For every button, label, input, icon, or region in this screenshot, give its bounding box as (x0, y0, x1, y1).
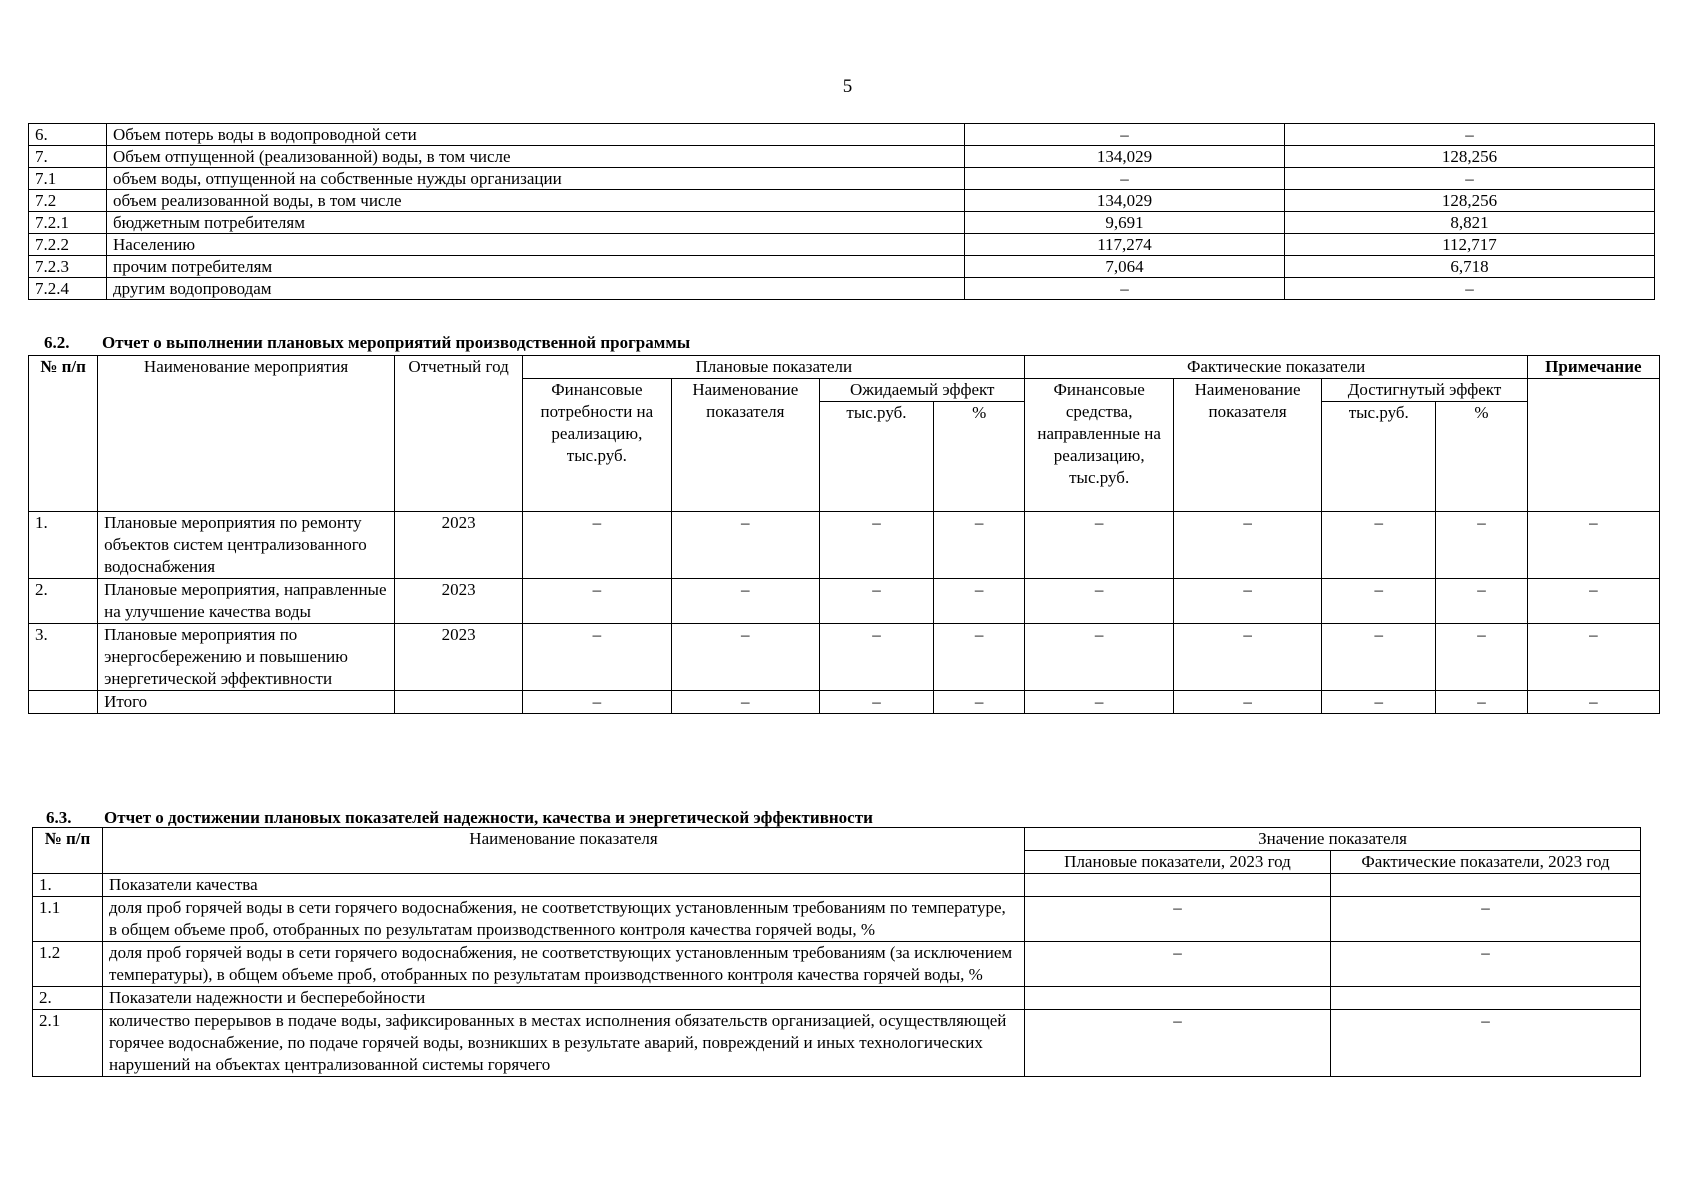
header-pct: % (1436, 402, 1528, 512)
header-planned: Плановые показатели (523, 356, 1025, 379)
row-name: объем воды, отпущенной на собственные нужды организации (107, 168, 965, 190)
table-row (29, 124, 1655, 146)
row-name: доля проб горячей воды в сети горячего водоснабжения, не соответствующих установленным требованиям (за исключением температуры), в общем объеме проб, отобранных по результатам производственного контроля качества горячей воды, % (103, 942, 1025, 987)
value-cell: – (1436, 691, 1528, 714)
planned-measures-table (28, 355, 1660, 714)
value-cell: 134,029 (965, 146, 1285, 168)
value-cell: – (671, 512, 819, 579)
value-cell: – (671, 624, 819, 691)
value-cell: – (1436, 624, 1528, 691)
value-cell: – (1331, 897, 1641, 942)
header-year: Отчетный год (395, 356, 523, 512)
row-number: 1. (33, 874, 103, 897)
header-tys-rub: тыс.руб. (820, 402, 934, 512)
value-cell: – (1025, 624, 1173, 691)
header-actual: Фактические показатели (1025, 356, 1527, 379)
row-number: 7.2 (29, 190, 107, 212)
value-cell (1331, 874, 1641, 897)
row-number: 7. (29, 146, 107, 168)
value-cell: – (820, 624, 934, 691)
value-cell: – (1173, 691, 1321, 714)
value-cell: – (1322, 624, 1436, 691)
value-cell: – (1025, 512, 1173, 579)
row-number: 6. (29, 124, 107, 146)
value-cell: – (933, 691, 1025, 714)
group-row (33, 987, 1641, 1010)
indicators-table (32, 827, 1641, 1077)
header-plan-ind: Наименование показателя (671, 379, 819, 512)
value-cell: – (1322, 579, 1436, 624)
value-cell: – (523, 579, 671, 624)
row-number: 1.2 (33, 942, 103, 987)
value-cell: – (1025, 1010, 1331, 1077)
value-cell: 112,717 (1285, 234, 1655, 256)
table-row (29, 512, 1660, 579)
header-tys-rub: тыс.руб. (1322, 402, 1436, 512)
section-title-text: Отчет о достижении плановых показателей надежности, качества и энергетической эффективности (104, 808, 873, 827)
value-cell: – (1285, 278, 1655, 300)
row-number: 1.1 (33, 897, 103, 942)
value-cell: 128,256 (1285, 146, 1655, 168)
table-row (33, 897, 1641, 942)
header-name: Наименование мероприятия (98, 356, 395, 512)
value-cell: 6,718 (1285, 256, 1655, 278)
value-cell: – (965, 168, 1285, 190)
table-row (29, 212, 1655, 234)
value-cell: – (1436, 512, 1528, 579)
header-plan-eff: Ожидаемый эффект (820, 379, 1025, 402)
row-number: 2. (29, 579, 98, 624)
table-row (29, 624, 1660, 691)
value-cell: – (523, 691, 671, 714)
row-name: Плановые мероприятия по ремонту объектов систем централизованного водоснабжения (98, 512, 395, 579)
page-number: 5 (842, 76, 853, 97)
value-cell: – (1436, 579, 1528, 624)
value-cell: 7,064 (965, 256, 1285, 278)
header-plan-fin: Финансовые потребности на реализацию, тыс.руб. (523, 379, 671, 512)
table-row (29, 234, 1655, 256)
table-row (29, 168, 1655, 190)
row-name: другим водопроводам (107, 278, 965, 300)
row-year: 2023 (395, 512, 523, 579)
value-cell: – (1331, 942, 1641, 987)
value-cell: – (1025, 579, 1173, 624)
row-name: доля проб горячей воды в сети горячего водоснабжения, не соответствующих установленным требованиям по температуре, в общем объеме проб, отобранных по результатам производственного контроля качества горячей воды, % (103, 897, 1025, 942)
value-cell (1025, 987, 1331, 1010)
value-cell: 9,691 (965, 212, 1285, 234)
value-cell: – (523, 624, 671, 691)
table-row (33, 942, 1641, 987)
row-number: 2.1 (33, 1010, 103, 1077)
header-actual: Фактические показатели, 2023 год (1331, 851, 1641, 874)
header-pct: % (933, 402, 1025, 512)
row-number (29, 691, 98, 714)
row-year: 2023 (395, 624, 523, 691)
value-cell: – (1173, 579, 1321, 624)
row-number: 7.2.4 (29, 278, 107, 300)
row-number: 1. (29, 512, 98, 579)
header-name: Наименование показателя (103, 828, 1025, 874)
header-fact-ind: Наименование показателя (1173, 379, 1321, 512)
header-planned: Плановые показатели, 2023 год (1025, 851, 1331, 874)
value-cell: – (965, 278, 1285, 300)
row-name: Объем отпущенной (реализованной) воды, в том числе (107, 146, 965, 168)
section-number: 6.3. (46, 808, 72, 827)
row-name: Населению (107, 234, 965, 256)
value-cell: – (1173, 512, 1321, 579)
value-cell: – (1527, 579, 1659, 624)
value-cell (1025, 874, 1331, 897)
value-cell: – (1527, 691, 1659, 714)
value-cell: – (1025, 691, 1173, 714)
value-cell: – (1285, 168, 1655, 190)
row-number: 7.1 (29, 168, 107, 190)
row-year: 2023 (395, 579, 523, 624)
row-name: Плановые мероприятия по энергосбережению и повышению энергетической эффективности (98, 624, 395, 691)
value-cell: – (671, 579, 819, 624)
row-name: объем реализованной воды, в том числе (107, 190, 965, 212)
header-fact-fin: Финансовые средства, направленные на реализацию, тыс.руб. (1025, 379, 1173, 512)
group-row (33, 874, 1641, 897)
value-cell: 134,029 (965, 190, 1285, 212)
table-row (33, 1010, 1641, 1077)
header-num: № п/п (29, 356, 98, 512)
value-cell: – (965, 124, 1285, 146)
value-cell: – (820, 691, 934, 714)
row-number: 2. (33, 987, 103, 1010)
total-row (29, 691, 1660, 714)
value-cell: – (820, 512, 934, 579)
row-name: прочим потребителям (107, 256, 965, 278)
row-number: 3. (29, 624, 98, 691)
row-number: 7.2.3 (29, 256, 107, 278)
row-number: 7.2.1 (29, 212, 107, 234)
table-row (29, 579, 1660, 624)
table-row (29, 256, 1655, 278)
section-title-text: Отчет о выполнении плановых мероприятий производственной программы (102, 333, 691, 352)
header-value: Значение показателя (1025, 828, 1641, 851)
row-name: Объем потерь воды в водопроводной сети (107, 124, 965, 146)
total-label: Итого (98, 691, 395, 714)
section-number: 6.2. (44, 333, 70, 352)
value-cell: – (1322, 512, 1436, 579)
section-6-3-title (46, 808, 873, 828)
row-number: 7.2.2 (29, 234, 107, 256)
value-cell: – (523, 512, 671, 579)
value-cell: – (1331, 1010, 1641, 1077)
value-cell: – (1527, 624, 1659, 691)
row-name: Показатели надежности и бесперебойности (103, 987, 1025, 1010)
value-cell: – (671, 691, 819, 714)
table-row (29, 146, 1655, 168)
header-note-empty (1527, 379, 1659, 512)
value-cell: 117,274 (965, 234, 1285, 256)
value-cell: 128,256 (1285, 190, 1655, 212)
value-cell: – (1322, 691, 1436, 714)
section-6-2-title (44, 333, 690, 353)
value-cell: – (1285, 124, 1655, 146)
value-cell: – (1025, 942, 1331, 987)
value-cell: – (933, 512, 1025, 579)
row-name: бюджетным потребителям (107, 212, 965, 234)
row-name: Плановые мероприятия, направленные на улучшение качества воды (98, 579, 395, 624)
value-cell: – (1527, 512, 1659, 579)
header-fact-eff: Достигнутый эффект (1322, 379, 1527, 402)
value-cell: 8,821 (1285, 212, 1655, 234)
row-name: Показатели качества (103, 874, 1025, 897)
row-name: количество перерывов в подаче воды, зафиксированных в местах исполнения обязательств организацией, осуществляющей горячее водоснабжение, по подаче горячей воды, возникших в результате аварий, повреждений и иных технологических нарушений на объектах централизованной системы горячего (103, 1010, 1025, 1077)
value-cell: – (1173, 624, 1321, 691)
table-row (29, 190, 1655, 212)
header-num: № п/п (33, 828, 103, 874)
value-cell: – (933, 624, 1025, 691)
row-year (395, 691, 523, 714)
value-cell (1331, 987, 1641, 1010)
value-cell: – (1025, 897, 1331, 942)
value-cell: – (820, 579, 934, 624)
table-row (29, 278, 1655, 300)
value-cell: – (933, 579, 1025, 624)
water-volume-table (28, 123, 1655, 300)
header-note: Примечание (1527, 356, 1659, 379)
